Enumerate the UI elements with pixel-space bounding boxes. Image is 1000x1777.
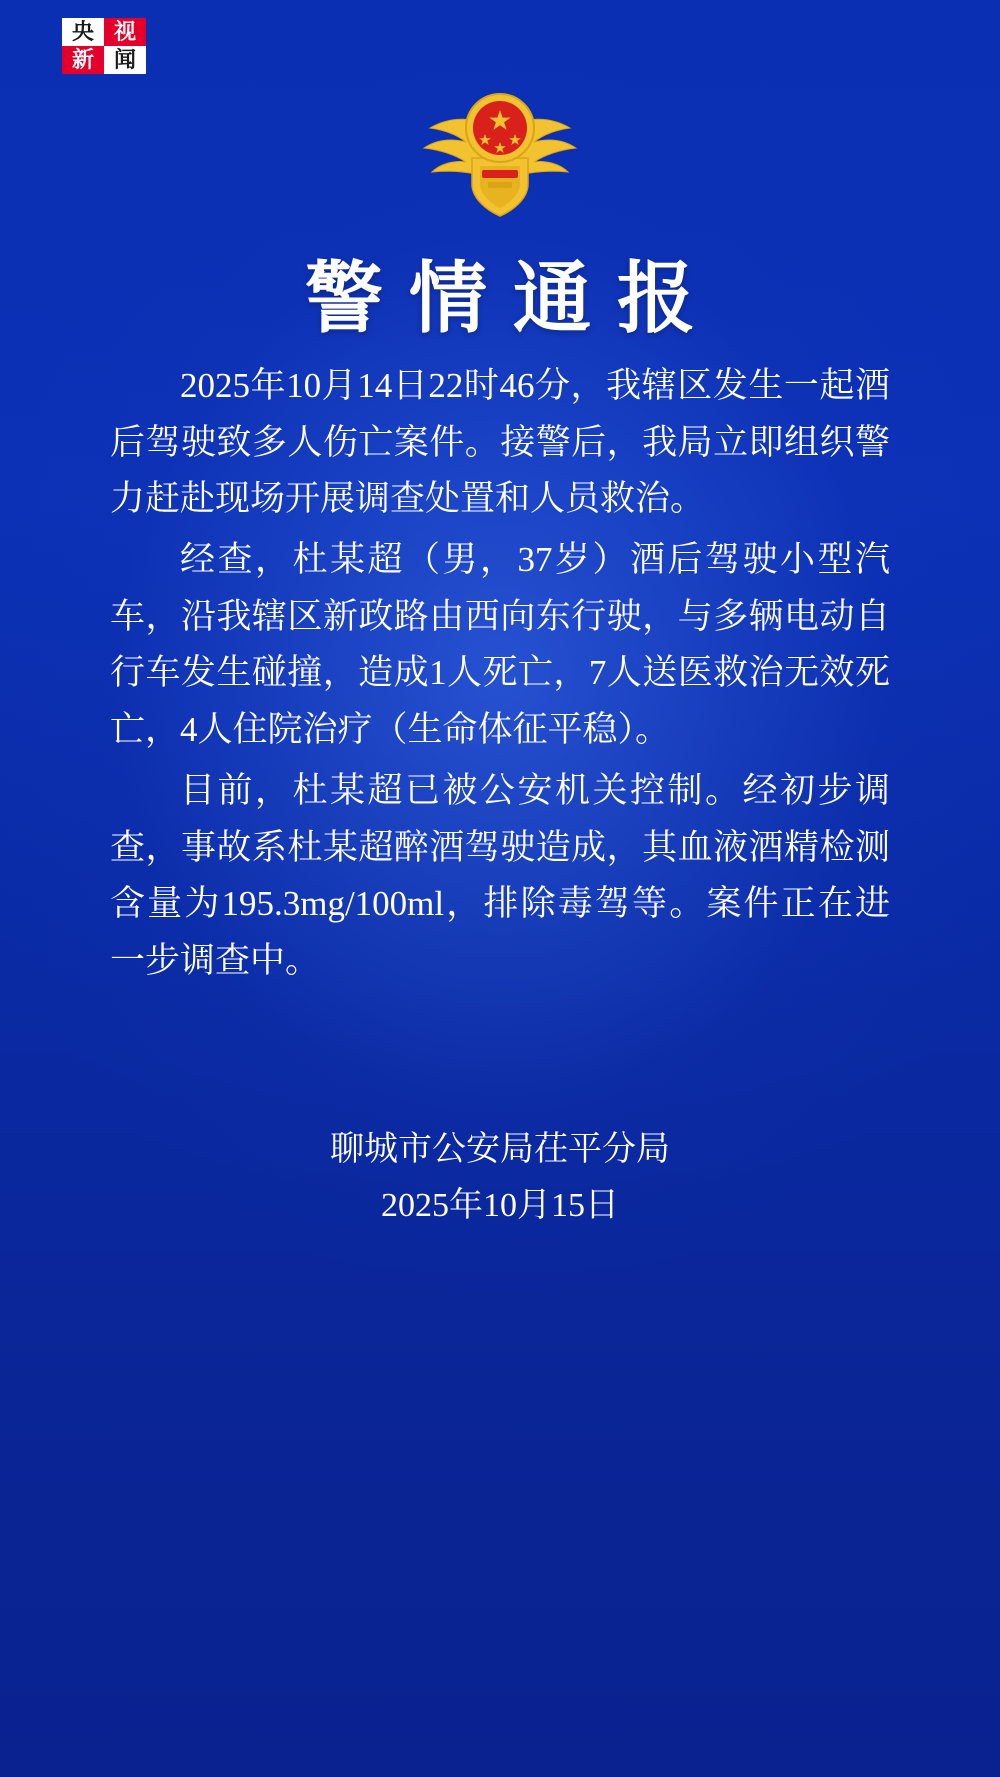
notice-paragraph-3: 目前，杜某超已被公安机关控制。经初步调查，事故系杜某超醉酒驾驶造成，其血液酒精检测含量为195.3mg/100ml，排除毒驾等。案件正在进一步调查中。 [110, 770, 890, 980]
notice-paragraph-1: 2025年10月14日22时46分，我辖区发生一起酒后驾驶致多人伤亡案件。接警后，我局立即组织警力赶赴现场开展调查处置和人员救治。 [110, 366, 890, 519]
issue-date: 2025年10月15日 [381, 1187, 619, 1225]
police-emblem-icon [410, 72, 590, 222]
logo-char-3: 新 [62, 46, 104, 74]
notice-paragraph-2: 经查，杜某超（男，37岁）酒后驾驶小型汽车，沿我辖区新政路由西向东行驶，与多辆电动自行车发生碰撞，造成1人死亡，7人送医救治无效死亡，4人住院治疗（生命体征平稳）。 [110, 540, 890, 750]
page-title: 警情通报 [304, 253, 721, 344]
logo-char-1: 央 [62, 18, 104, 46]
issuer-name: 聊城市公安局茌平分局 [330, 1131, 670, 1168]
logo-char-2: 视 [104, 18, 146, 46]
notice-body [110, 358, 890, 994]
cctv-news-logo [62, 18, 146, 74]
notice-signature [0, 1122, 1000, 1234]
logo-char-4: 闻 [104, 46, 146, 74]
